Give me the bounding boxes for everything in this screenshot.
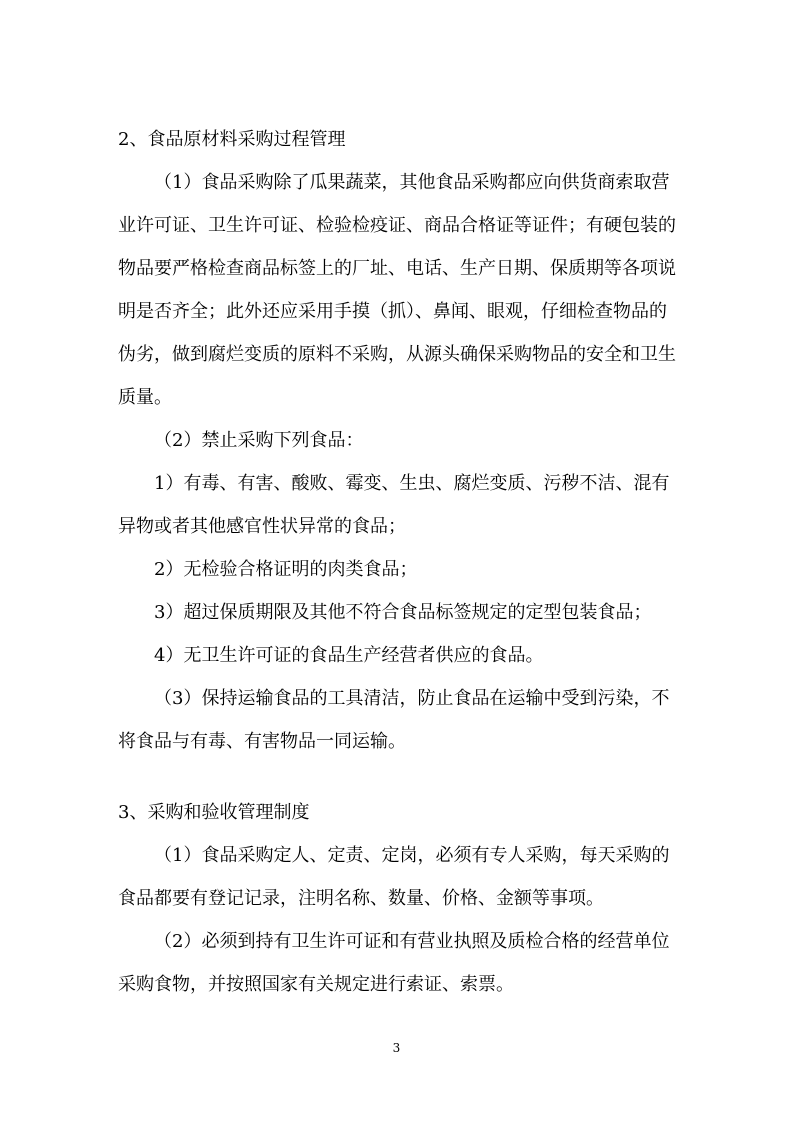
prohibited-item-2: 2）无检验合格证明的肉类食品； [154, 559, 418, 580]
section-2-paragraph-1: （1）食品采购除了瓜果蔬菜，其他食品采购都应向供货商索取营业许可证、卫生许可证、检验检疫证、商品合格证等证件；有硬包装的物品要严格检查商品标签上的厂址、电话、生产日期、保质期等各项说明是否齐全；此外还应采用手摸（抓）、鼻闻、眼观，仔细检查物品的伪劣，做到腐烂变质的原料不采购，从源头确保采购物品的安全和卫生质量。 [118, 172, 676, 408]
prohibited-item-3: 3）超过保质期限及其他不符合食品标签规定的定型包装食品； [154, 602, 652, 623]
prohibited-item-4: 4）无卫生许可证的食品生产经营者供应的食品。 [154, 645, 544, 666]
section-3-heading: 3、采购和验收管理制度 [118, 802, 310, 823]
document-body [118, 118, 683, 1006]
section-3-paragraph-1: （1）食品采购定人、定责、定岗，必须有专人采购，每天采购的食品都要有登记记录，注明名称、数量、价格、金额等事项。 [118, 845, 670, 909]
section-2-heading: 2、食品原材料采购过程管理 [118, 129, 346, 150]
section-2-paragraph-2: （2）禁止采购下列食品： [154, 430, 364, 451]
section-spacer [118, 763, 683, 791]
page-number: 3 [392, 1041, 401, 1055]
section-2-paragraph-3: （3）保持运输食品的工具清洁，防止食品在运输中受到污染，不将食品与有毒、有害物品一同运输。 [118, 688, 670, 752]
section-3-paragraph-2: （2）必须到持有卫生许可证和有营业执照及质检合格的经营单位采购食物，并按照国家有关规定进行索证、索票。 [118, 931, 670, 995]
prohibited-item-1: 1）有毒、有害、酸败、霉变、生虫、腐烂变质、污秽不洁、混有异物或者其他感官性状异常的食品； [118, 473, 670, 537]
